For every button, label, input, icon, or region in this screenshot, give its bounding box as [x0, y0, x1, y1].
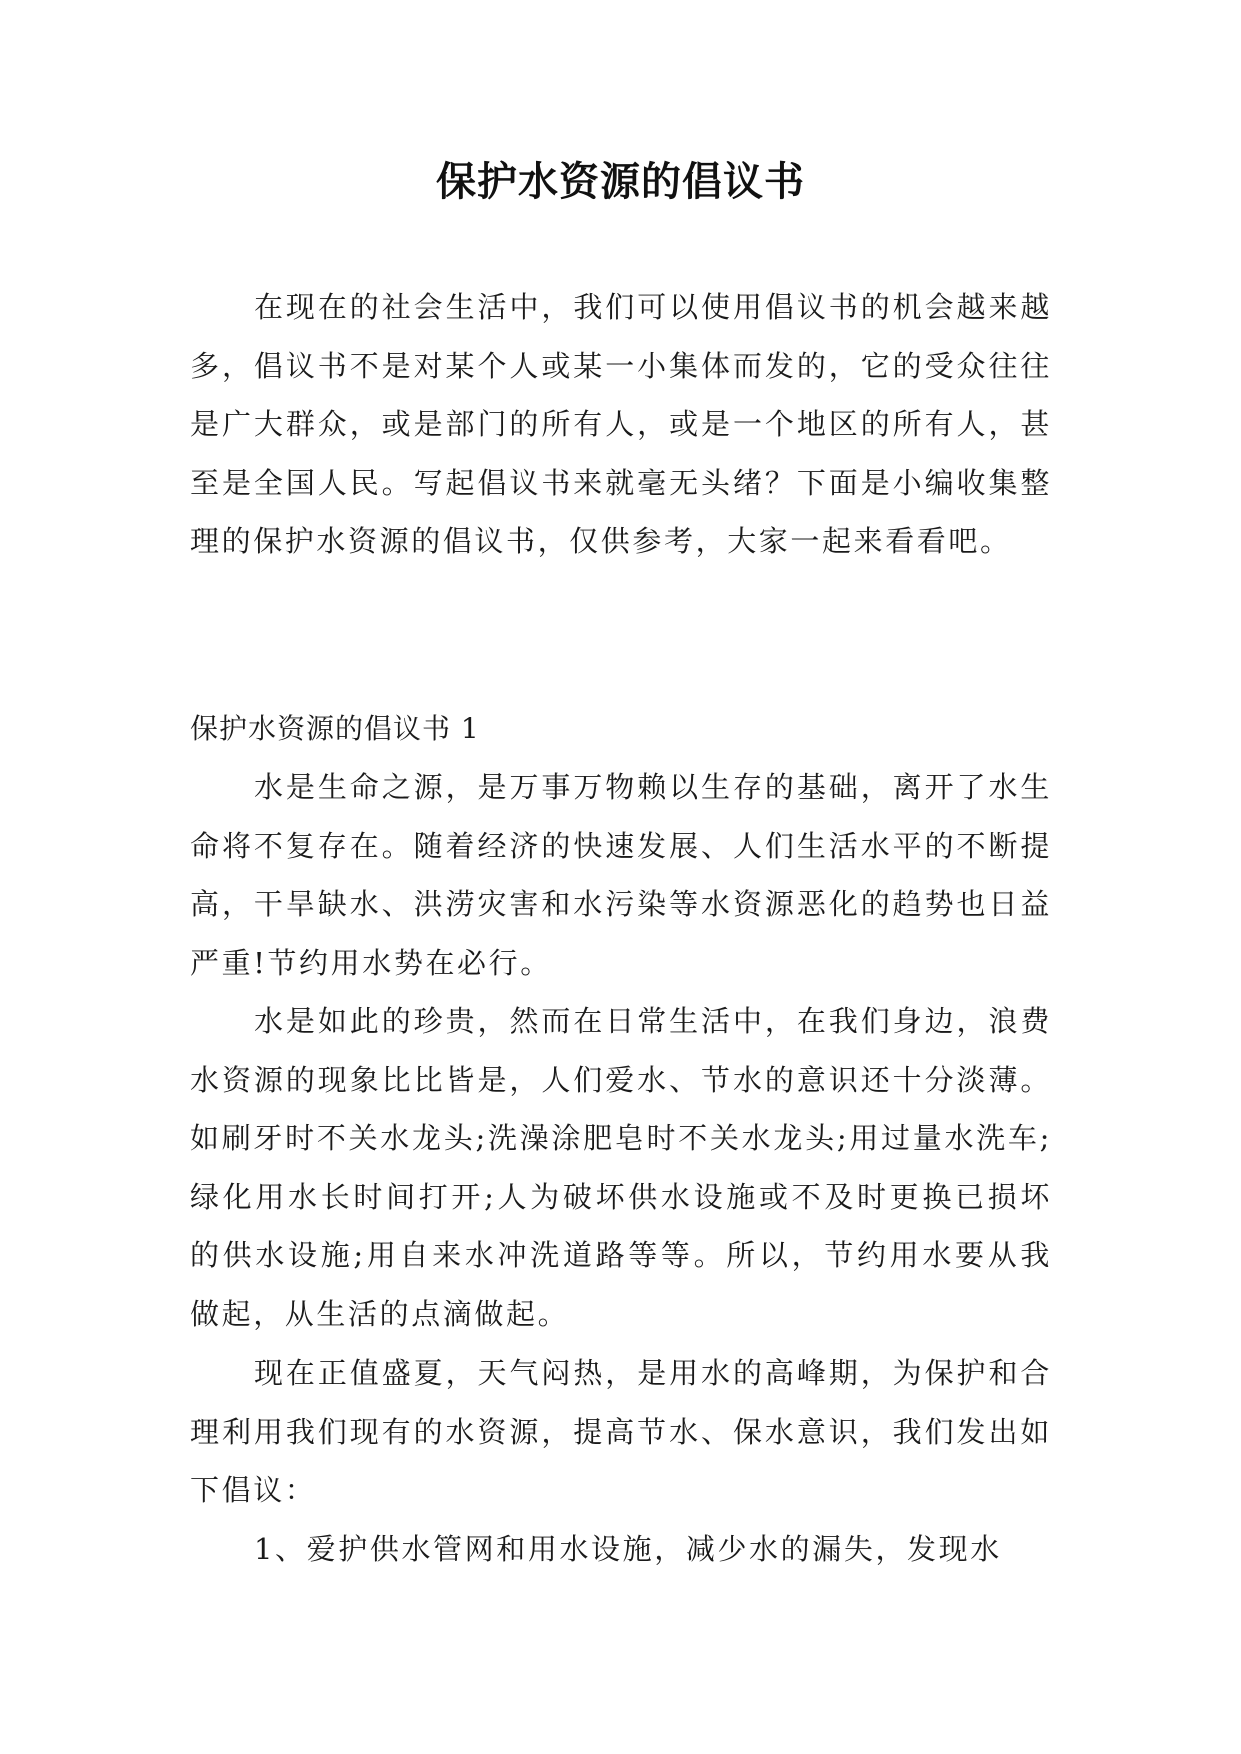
- section-heading: 保护水资源的倡议书 1: [190, 712, 480, 745]
- document-title: 保护水资源的倡议书: [436, 159, 805, 205]
- paragraph-3: 现在正值盛夏，天气闷热，是用水的高峰期，为保护和合理利用我们现有的水资源，提高节水、保水意识，我们发出如下倡议：: [190, 1356, 1052, 1508]
- intro-paragraph: 在现在的社会生活中，我们可以使用倡议书的机会越来越多，倡议书不是对某个人或某一小集体而发的，它的受众往往是广大群众，或是部门的所有人，或是一个地区的所有人，甚至是全国人民。写起倡议书来就毫无头绪？下面是小编收集整理的保护水资源的倡议书，仅供参考，大家一起来看看吧。: [190, 290, 1052, 559]
- paragraph-2: 水是如此的珍贵，然而在日常生活中，在我们身边，浪费水资源的现象比比皆是，人们爱水、节水的意识还十分淡薄。如刷牙时不关水龙头;洗澡涂肥皂时不关水龙头;用过量水洗车;绿化用水长时间打开;人为破坏供水设施或不及时更换已损坏的供水设施;用自来水冲洗道路等等。所以，节约用水要从我做起，从生活的点滴做起。: [190, 1004, 1052, 1331]
- paragraph-4: 1、爱护供水管网和用水设施，减少水的漏失，发现水: [254, 1532, 1002, 1566]
- paragraph-1: 水是生命之源，是万事万物赖以生存的基础，离开了水生命将不复存在。随着经济的快速发展、人们生活水平的不断提高，干旱缺水、洪涝灾害和水污染等水资源恶化的趋势也日益严重!节约用水势在必行。: [190, 770, 1052, 980]
